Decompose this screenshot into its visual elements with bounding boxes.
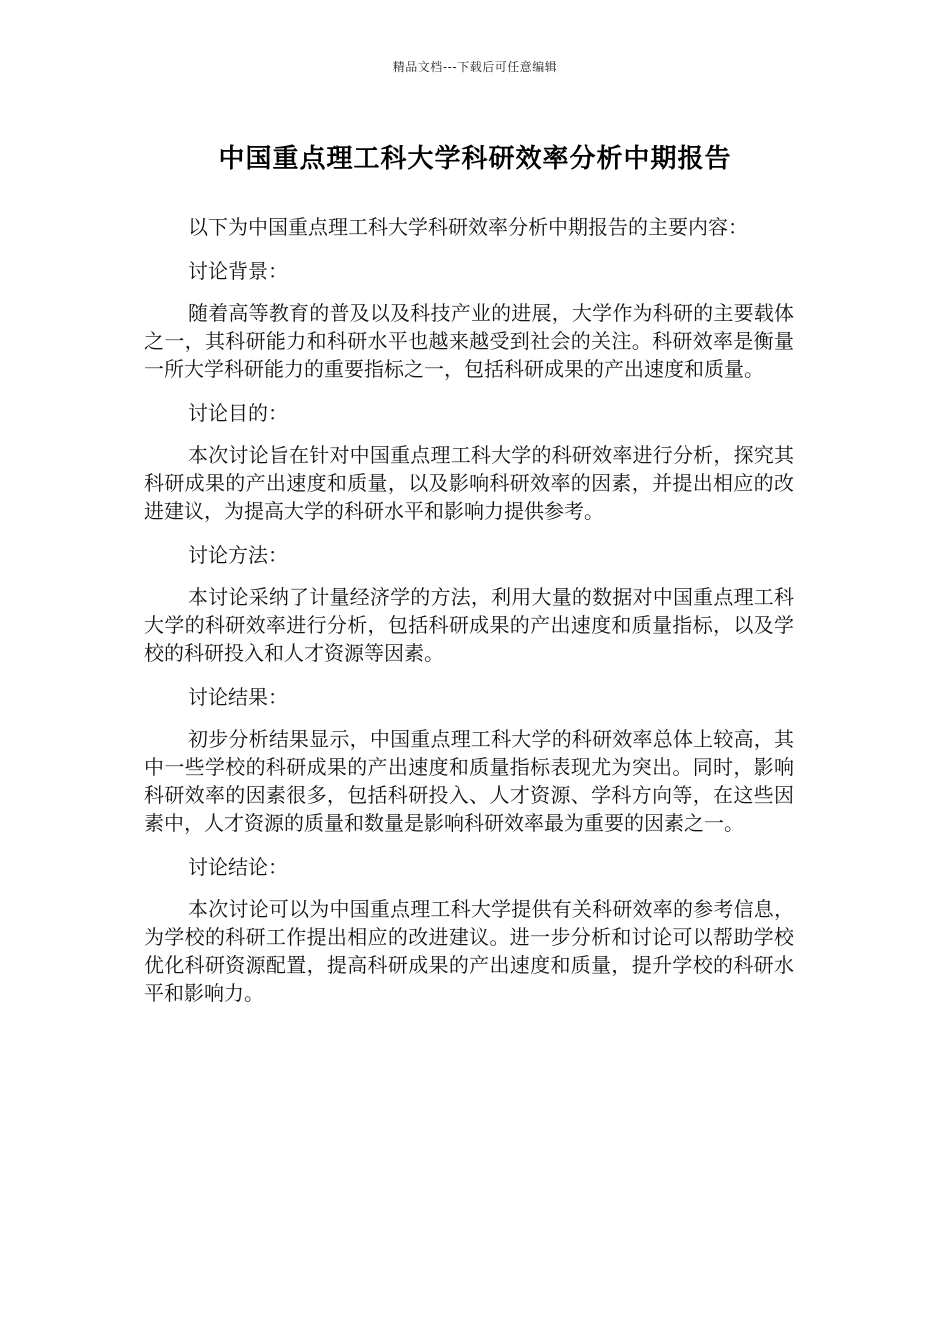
document-body	[144, 213, 794, 1023]
section-heading-conclusion: 讨论结论：	[188, 855, 288, 879]
conclusion-paragraph: 本次讨论可以为中国重点理工科大学提供有关科研效率的参考信息，为学校的科研工作提出相应的改进建议。进一步分析和讨论可以帮助学校优化科研资源配置，提高科研成果的产出速度和质量，提升学校的科研水平和影响力。	[144, 897, 794, 1005]
results-paragraph: 初步分析结果显示，中国重点理工科大学的科研效率总体上较高，其中一些学校的科研成果的产出速度和质量指标表现尤为突出。同时，影响科研效率的因素很多，包括科研投入、人才资源、学科方向等，在这些因素中，人才资源的质量和数量是影响科研效率最为重要的因素之一。	[144, 727, 794, 835]
section-heading-results: 讨论结果：	[188, 685, 288, 709]
section-heading-background: 讨论背景：	[188, 259, 288, 283]
purpose-paragraph: 本次讨论旨在针对中国重点理工科大学的科研效率进行分析，探究其科研成果的产出速度和质量，以及影响科研效率的因素，并提出相应的改进建议，为提高大学的科研水平和影响力提供参考。	[144, 443, 794, 523]
section-heading-method: 讨论方法：	[188, 543, 288, 567]
page-title: 中国重点理工科大学科研效率分析中期报告	[218, 144, 732, 174]
section-heading-purpose: 讨论目的：	[188, 401, 288, 425]
background-paragraph: 随着高等教育的普及以及科技产业的进展，大学作为科研的主要载体之一，其科研能力和科研水平也越来越受到社会的关注。科研效率是衡量一所大学科研能力的重要指标之一，包括科研成果的产出速度和质量。	[144, 301, 794, 381]
method-paragraph: 本讨论采纳了计量经济学的方法，利用大量的数据对中国重点理工科大学的科研效率进行分析，包括科研成果的产出速度和质量指标，以及学校的科研投入和人才资源等因素。	[144, 585, 794, 665]
header-note: 精品文档---下载后可任意编辑	[392, 60, 558, 74]
intro-paragraph: 以下为中国重点理工科大学科研效率分析中期报告的主要内容：	[188, 215, 748, 239]
